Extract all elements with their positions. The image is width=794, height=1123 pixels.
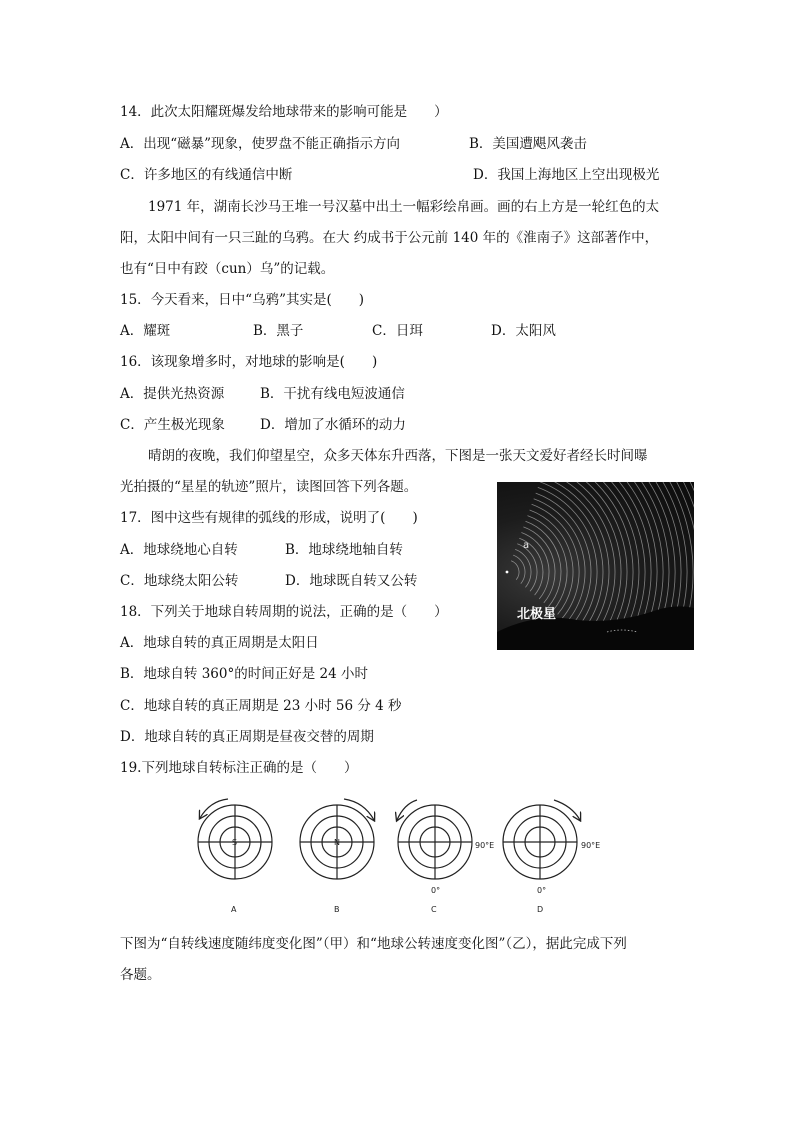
passage2-line1: 晴朗的夜晚，我们仰望星空，众多天体东升西落，下图是一张天文爱好者经长时间曝 [148,448,648,464]
q14-stem: 14．此次太阳耀斑爆发给地球带来的影响可能是 ） [120,104,448,120]
polaris-dot [506,571,509,574]
lon-label-c: 90°E [475,841,495,850]
q16-option-c: C．产生极光现象 [120,417,225,433]
q16-stem: 16．该现象增多时，对地球的影响是( ) [120,354,378,370]
star-trail-arc [528,516,568,611]
closing-line2: 各题。 [120,967,161,983]
q14-option-d: D．我国上海地区上空出现极光 [473,167,660,183]
closing-line1: 下图为“自转线速度随纬度变化图”（甲）和“地球公转速度变化图”（乙），据此完成下列 [120,936,627,952]
star-trail-arcs [497,482,694,650]
q15-stem: 15．今天看来，日中“乌鸦”其实是( ) [120,292,365,308]
q14-option-c: C．许多地区的有线通信中断 [120,167,293,183]
pole-label-s: S [232,838,238,847]
passage1-line3: 也有“日中有跤（cun）乌”的记载。 [120,261,335,277]
q16-option-d: D．增加了水循环的动力 [260,417,406,433]
diagram-c [397,800,472,879]
diagram-d [503,800,580,879]
zero-label-d: 0° [537,886,547,895]
diagram-label-a: A [231,905,237,914]
q18-option-c: C．地球自转的真正周期是 23 小时 56 分 4 秒 [120,698,402,714]
q15-option-a: A．耀斑 [120,323,171,339]
q14-option-b: B．美国遭飓风袭击 [469,136,587,152]
q17-stem: 17．图中这些有规律的弧线的形成，说明了( ) [120,510,418,526]
q18-option-d: D．地球自转的真正周期是昼夜交替的周期 [120,729,374,745]
passage2-line2: 光拍摄的“星星的轨迹”照片，读图回答下列各题。 [120,479,418,495]
q17-option-b: B．地球绕地轴自转 [285,542,403,558]
diagram-label-c: C [431,905,437,914]
passage1-line1: 1971 年，湖南长沙马王堆一号汉墓中出土一幅彩绘帛画。画的右上方是一轮红色的太 [148,199,660,215]
q16-option-b: B．干扰有线电短波通信 [260,386,405,402]
lon-label-d: 90°E [581,841,601,850]
q17-option-a: A．地球绕地心自转 [120,542,238,558]
passage1-line2: 阳，太阳中间有一只三趾的乌鸦。在大 约成书于公元前 140 年的《淮南子》这部著作中， [120,230,659,246]
zero-label-c: 0° [431,886,441,895]
diagram-label-d: D [537,905,544,914]
q15-option-b: B．黑子 [253,323,304,339]
photo-label-a: a [523,540,530,551]
q18-stem: 18．下列关于地球自转周期的说法，正确的是（ ） [120,604,448,620]
star-trail-arc [523,527,555,603]
diagram-label-b: B [334,905,340,914]
arrow-b [344,799,374,820]
q14-option-a: A．出现“磁暴”现象，使罗盘不能正确指示方向 [120,136,401,152]
q15-option-d: D．太阳风 [491,323,556,339]
q19-stem: 19.下列地球自转标注正确的是（ ） [120,760,358,776]
q18-option-a: A．地球自转的真正周期是太阳日 [120,635,319,651]
q15-option-c: C．日珥 [372,323,423,339]
q16-option-a: A．提供光热资源 [120,386,225,402]
arrow-a [200,799,228,818]
rotation-figure [180,790,620,920]
photo-label-polaris: 北极星 [517,607,557,622]
q17-option-c: C．地球绕太阳公转 [120,573,239,589]
star-trail-photo [497,482,694,650]
star-trail-arc [515,549,531,587]
pole-label-n: N [334,838,340,847]
q17-option-d: D．地球既自转又公转 [285,573,418,589]
star-trail-arc [511,561,519,580]
q18-option-b: B．地球自转 360°的时间正好是 24 小时 [120,666,368,682]
